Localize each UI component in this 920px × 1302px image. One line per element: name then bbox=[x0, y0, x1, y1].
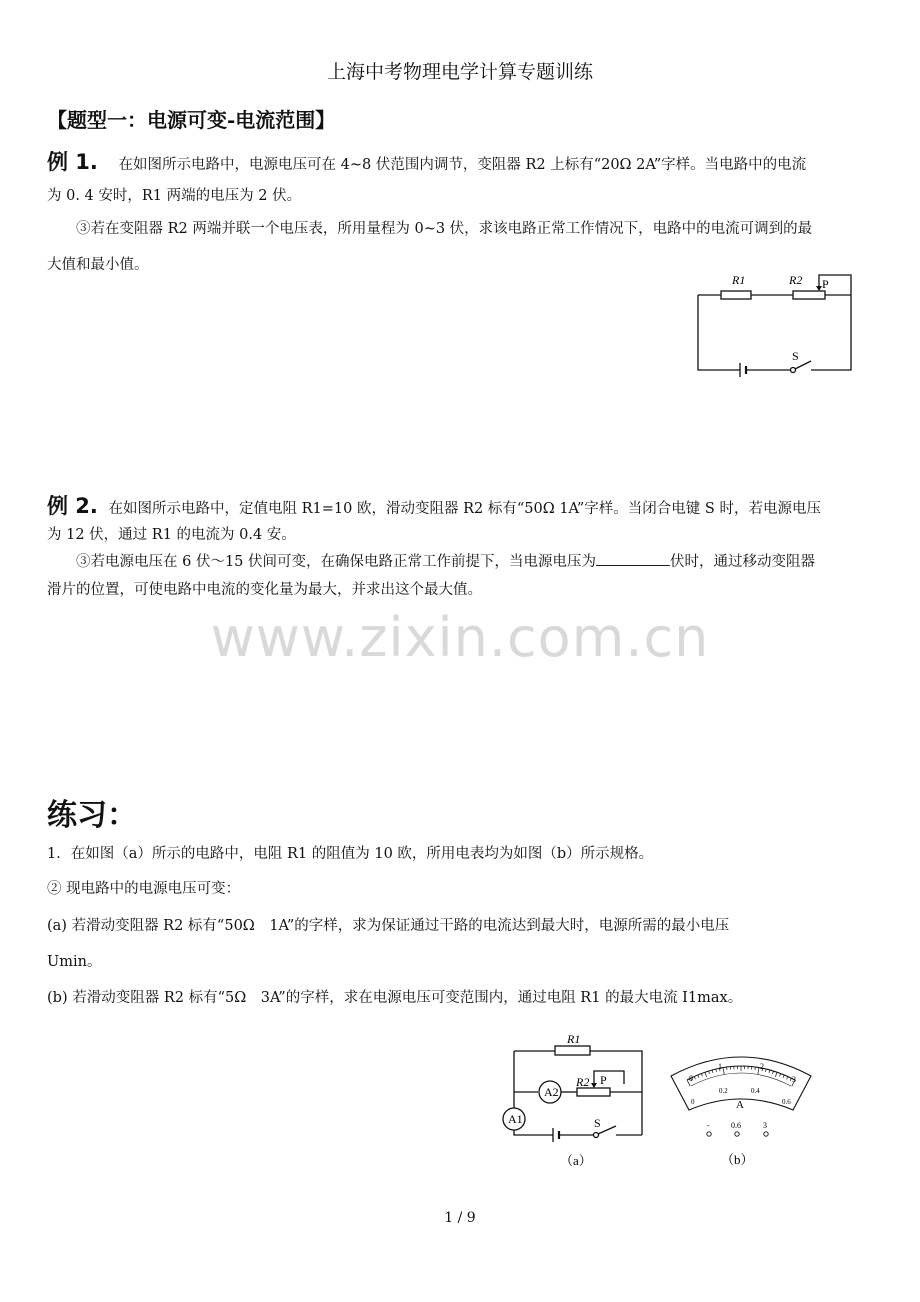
fig-b-caption: （b） bbox=[721, 1152, 754, 1167]
example-1-text-1: 在如图所示电路中，电源电压可在 4~8 伏范围内调节，变阻器 R2 上标有“20Ω 2A”字样。当电路中的电流 bbox=[118, 157, 807, 173]
dial-tick-mark bbox=[780, 1074, 781, 1077]
section-heading: 【题型一：电源可变-电流范围】 bbox=[47, 108, 336, 132]
practice-qa-line-2: Umin。 bbox=[47, 954, 102, 970]
example-1-line-3: ③若在变阻器 R2 两端并联一个电压表，所用量程为 0~3 伏，求该电路正常工作情况下，电路中的电流可调到的最 bbox=[76, 221, 813, 237]
outer-tick-0: 0 bbox=[689, 1074, 693, 1083]
inner-tick-0-6: 0.6 bbox=[782, 1098, 791, 1106]
example-2-line-2: 为 12 伏，通过 R1 的电流为 0.4 安。 bbox=[47, 527, 296, 543]
dial-tick-mark bbox=[698, 1075, 699, 1078]
example-2-label: 例 2. bbox=[47, 494, 98, 518]
example-2-text-1: 在如图所示电路中，定值电阻 R1=10 欧，滑动变阻器 R2 标有“50Ω 1A”字样。当闭合电键 S 时，若电源电压 bbox=[108, 501, 821, 517]
example-1-line-2: 为 0. 4 安时，R1 两端的电压为 2 伏。 bbox=[47, 188, 302, 204]
answer-blank[interactable] bbox=[596, 550, 670, 566]
dial-tick-mark bbox=[694, 1077, 695, 1080]
practice-q2: ② 现电路中的电源电压可变： bbox=[47, 881, 241, 897]
example-1-line-1 bbox=[47, 146, 879, 181]
dial-tick-mark bbox=[723, 1068, 724, 1075]
example-2-line-4: 滑片的位置，可使电路中电流的变化量为最大，并求出这个最大值。 bbox=[47, 582, 482, 598]
dial-tick-mark bbox=[773, 1071, 774, 1074]
page-title: 上海中考物理电学计算专题训练 bbox=[326, 61, 593, 83]
switch-s-label: S bbox=[792, 349, 799, 363]
slider-p-label: P bbox=[822, 277, 829, 291]
inner-tick-0: 0 bbox=[691, 1098, 695, 1106]
example-1-line-4: 大值和最小值。 bbox=[47, 257, 149, 273]
terminal-3: 3 bbox=[763, 1121, 767, 1130]
ammeter-a1-label: A1 bbox=[508, 1112, 523, 1126]
dial-tick-mark bbox=[709, 1071, 710, 1074]
watermark: www.zixin.com.cn bbox=[210, 606, 710, 669]
practice-qb: (b) 若滑动变阻器 R2 标有“5Ω 3A”的字样，求在电源电压可变范围内，通过电阻 R1 的最大电流 I1max。 bbox=[47, 990, 743, 1006]
outer-tick-3: 3 bbox=[792, 1075, 796, 1084]
outer-tick-2: 2 bbox=[760, 1062, 764, 1071]
dial-tick-mark bbox=[701, 1074, 702, 1077]
fig-a-r1-label: R1 bbox=[567, 1032, 581, 1046]
dial-tick-mark bbox=[758, 1068, 759, 1075]
example-2-text-3a: ③若电源电压在 6 伏～15 伏间可变，在确保电路正常工作前提下，当电源电压为 bbox=[76, 554, 597, 570]
practice-qa-line-1: (a) 若滑动变阻器 R2 标有“50Ω 1A”的字样，求为保证通过干路的电流达到最大时，电源所需的最小电压 bbox=[47, 918, 730, 934]
ammeter-a2-label: A2 bbox=[544, 1085, 559, 1099]
dial-tick-mark bbox=[787, 1077, 788, 1080]
ammeter-dial-figure-b bbox=[665, 1042, 817, 1172]
fig-a-p-label: P bbox=[600, 1073, 607, 1087]
fig-a-caption: （a） bbox=[560, 1153, 592, 1168]
dial-tick-mark bbox=[716, 1069, 717, 1072]
terminal-negative: - bbox=[707, 1121, 710, 1130]
page-number: 1 / 9 bbox=[444, 1210, 476, 1226]
example-2-text-3b: 伏时，通过移动变阻器 bbox=[670, 554, 816, 570]
practice-heading: 练习： bbox=[47, 798, 137, 833]
dial-tick-mark bbox=[775, 1072, 777, 1077]
r2-label: R2 bbox=[789, 273, 803, 287]
practice-circuit-diagram-a bbox=[490, 1025, 660, 1175]
dial-unit-label: A bbox=[736, 1099, 744, 1111]
outer-tick-1: 1 bbox=[718, 1062, 722, 1071]
inner-tick-0-4: 0.4 bbox=[751, 1087, 760, 1095]
r1-label: R1 bbox=[732, 273, 746, 287]
dial-tick-mark bbox=[765, 1069, 766, 1072]
fig-a-r2-label: R2 bbox=[576, 1075, 590, 1089]
terminal-0-6: 0.6 bbox=[731, 1121, 741, 1130]
example-1-label: 例 1. bbox=[47, 150, 98, 174]
fig-a-switch-label: S bbox=[594, 1116, 601, 1130]
dial-tick-mark bbox=[705, 1072, 707, 1077]
dial-tick-mark bbox=[769, 1070, 770, 1073]
example-1-circuit-diagram bbox=[690, 266, 860, 382]
inner-tick-0-2: 0.2 bbox=[719, 1087, 728, 1095]
dial-tick-mark bbox=[783, 1075, 784, 1078]
dial-tick-mark bbox=[712, 1070, 713, 1073]
practice-q1: 1．在如图（a）所示的电路中，电阻 R1 的阻值为 10 欧，所用电表均为如图（b）所示规格。 bbox=[47, 846, 654, 862]
